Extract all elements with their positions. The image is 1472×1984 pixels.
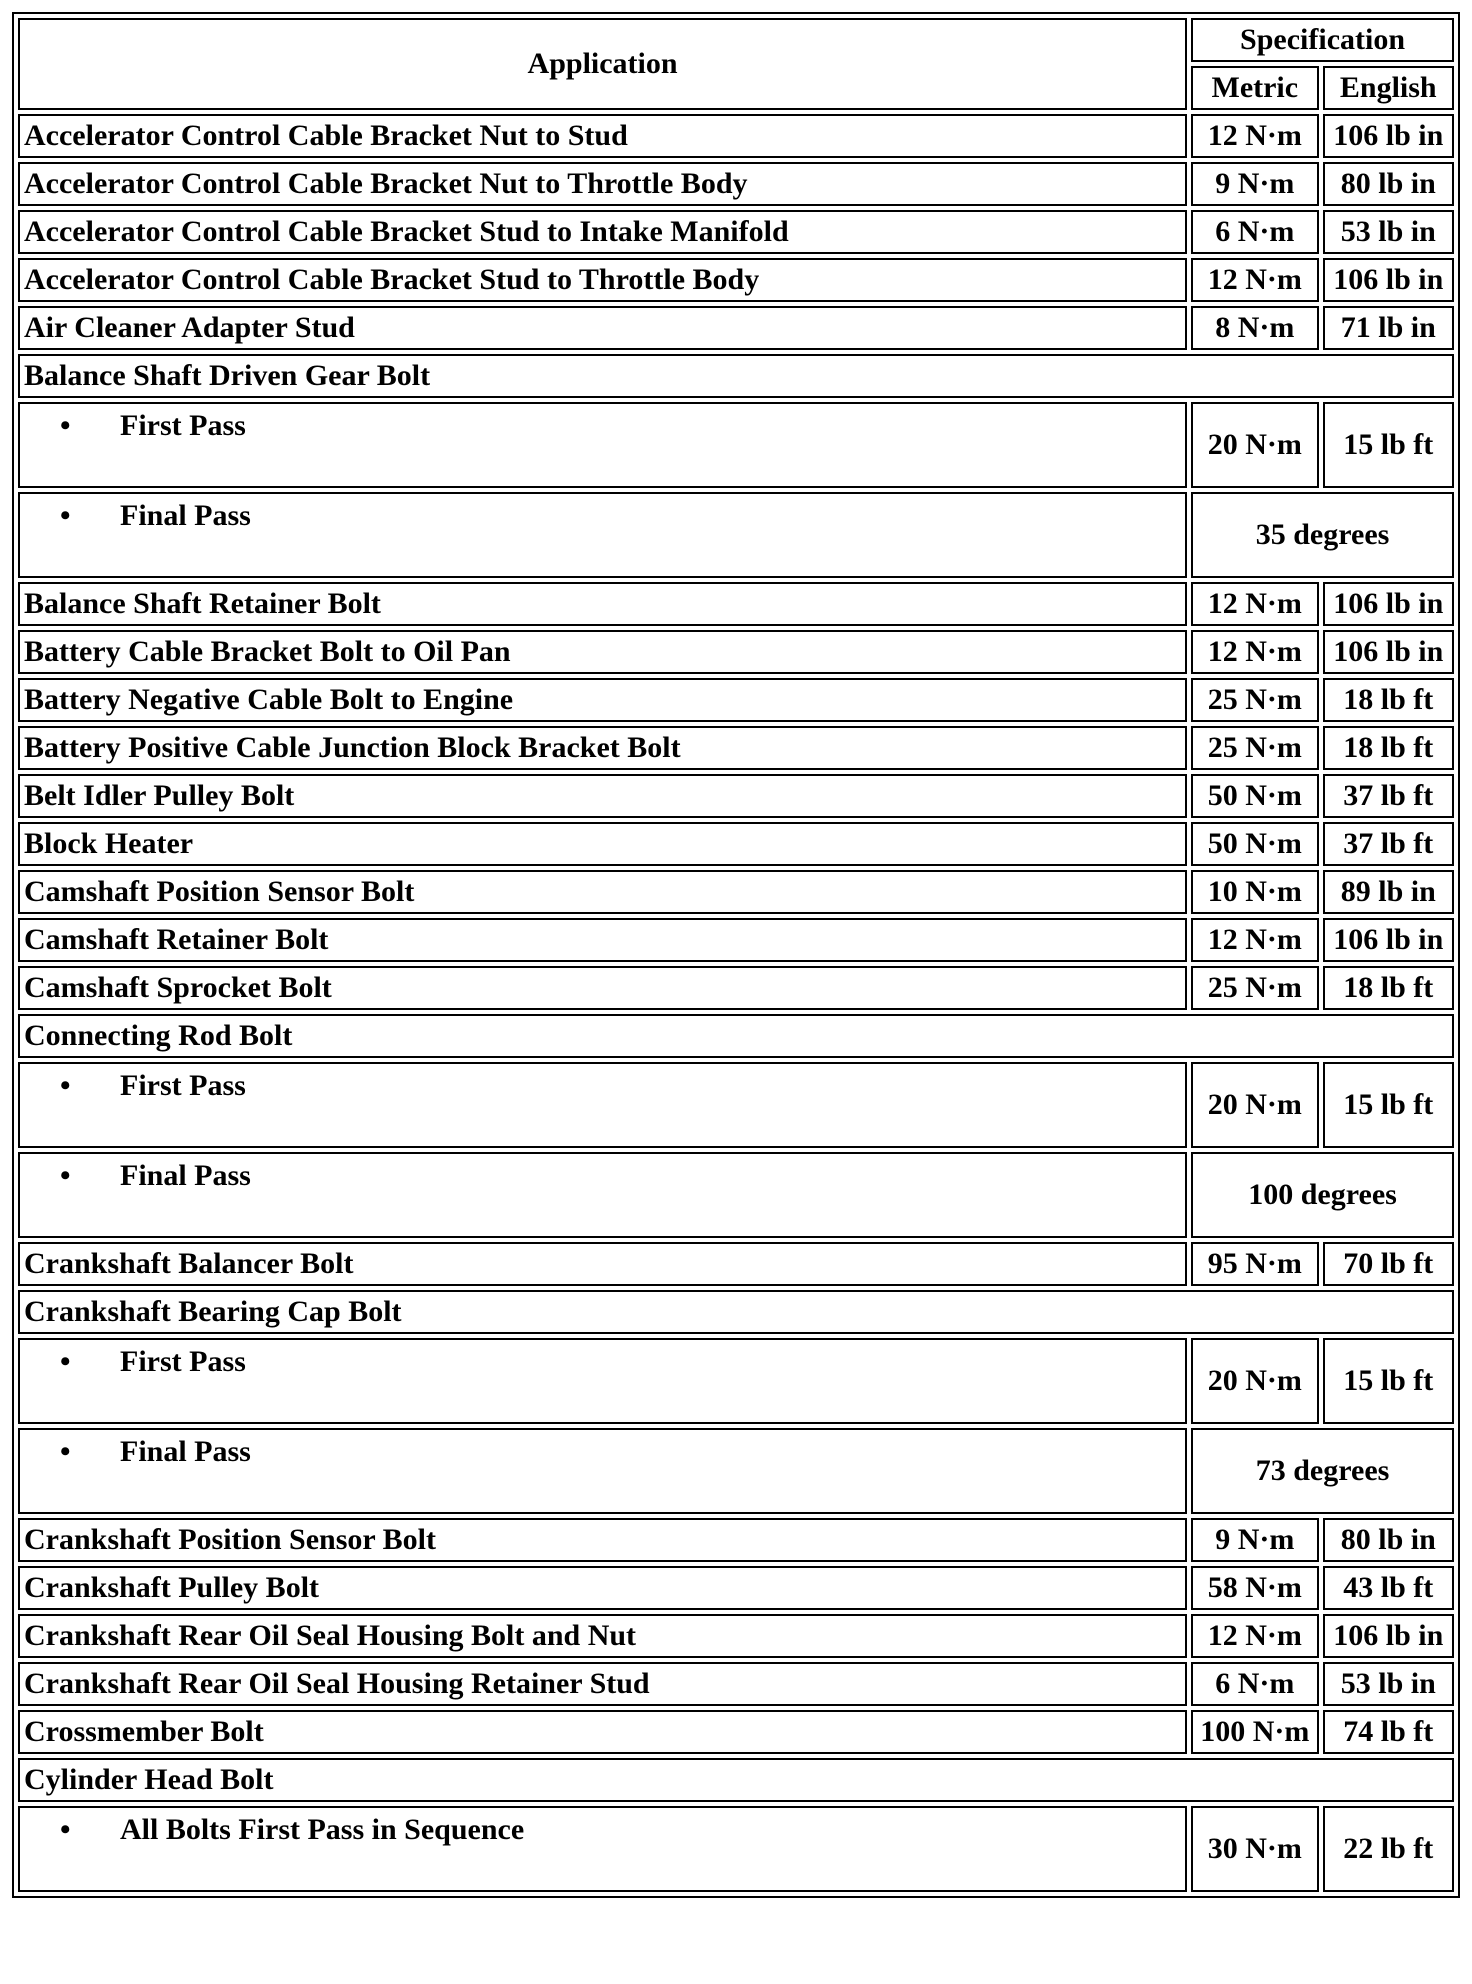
application-cell: Battery Cable Bracket Bolt to Oil Pan [18, 630, 1187, 674]
table-row [18, 822, 1454, 866]
sub-step-row [18, 1062, 1454, 1148]
bullet-icon: • [60, 1069, 71, 1102]
application-cell: Crankshaft Pulley Bolt [18, 1566, 1187, 1610]
english-cell: 106 lb in [1323, 918, 1454, 962]
english-cell: 71 lb in [1323, 306, 1454, 350]
application-cell: Camshaft Retainer Bolt [18, 918, 1187, 962]
application-cell: Crossmember Bolt [18, 1710, 1187, 1754]
application-cell: Accelerator Control Cable Bracket Stud to Throttle Body [18, 258, 1187, 302]
group-heading-cell: Cylinder Head Bolt [18, 1758, 1454, 1802]
english-cell: 106 lb in [1323, 114, 1454, 158]
table-row [18, 1614, 1454, 1658]
application-cell: Crankshaft Position Sensor Bolt [18, 1518, 1187, 1562]
group-heading-cell: Balance Shaft Driven Gear Bolt [18, 354, 1454, 398]
application-cell: Accelerator Control Cable Bracket Nut to Throttle Body [18, 162, 1187, 206]
sub-step-application-cell [18, 1062, 1187, 1148]
metric-cell: 9 N·m [1191, 1518, 1318, 1562]
english-cell: 15 lb ft [1323, 402, 1454, 488]
metric-cell: 8 N·m [1191, 306, 1318, 350]
group-row [18, 1758, 1454, 1802]
english-cell: 18 lb ft [1323, 726, 1454, 770]
metric-cell: 20 N·m [1191, 1062, 1318, 1148]
application-cell: Camshaft Position Sensor Bolt [18, 870, 1187, 914]
group-row [18, 354, 1454, 398]
table-row [18, 678, 1454, 722]
application-cell: Battery Positive Cable Junction Block Bracket Bolt [18, 726, 1187, 770]
sub-step-row [18, 1152, 1454, 1238]
table-row [18, 582, 1454, 626]
english-cell: 18 lb ft [1323, 678, 1454, 722]
english-cell: 89 lb in [1323, 870, 1454, 914]
sub-step-application-cell [18, 1806, 1187, 1892]
table-row [18, 114, 1454, 158]
header-english: English [1323, 66, 1454, 110]
application-cell: Battery Negative Cable Bolt to Engine [18, 678, 1187, 722]
english-cell: 22 lb ft [1323, 1806, 1454, 1892]
english-cell: 106 lb in [1323, 630, 1454, 674]
metric-cell: 100 N·m [1191, 1710, 1318, 1754]
application-cell: Accelerator Control Cable Bracket Nut to Stud [18, 114, 1187, 158]
metric-cell: 58 N·m [1191, 1566, 1318, 1610]
table-row [18, 630, 1454, 674]
english-cell: 106 lb in [1323, 582, 1454, 626]
english-cell: 80 lb in [1323, 162, 1454, 206]
table-row [18, 1710, 1454, 1754]
sub-step-row [18, 402, 1454, 488]
metric-cell: 95 N·m [1191, 1242, 1318, 1286]
angle-spec-cell: 35 degrees [1191, 492, 1454, 578]
table-row [18, 726, 1454, 770]
header-specification: Specification [1191, 18, 1454, 62]
sub-step-application-cell [18, 1152, 1187, 1238]
metric-cell: 20 N·m [1191, 402, 1318, 488]
table-row [18, 210, 1454, 254]
english-cell: 43 lb ft [1323, 1566, 1454, 1610]
sub-step-application-cell [18, 1338, 1187, 1424]
metric-cell: 12 N·m [1191, 258, 1318, 302]
metric-cell: 25 N·m [1191, 678, 1318, 722]
sub-step-label: All Bolts First Pass in Sequence [120, 1813, 525, 1846]
metric-cell: 9 N·m [1191, 162, 1318, 206]
table-row [18, 258, 1454, 302]
english-cell: 74 lb ft [1323, 1710, 1454, 1754]
sub-step-application-cell [18, 492, 1187, 578]
application-cell: Accelerator Control Cable Bracket Stud to Intake Manifold [18, 210, 1187, 254]
table-row [18, 1662, 1454, 1706]
english-cell: 18 lb ft [1323, 966, 1454, 1010]
metric-cell: 12 N·m [1191, 630, 1318, 674]
english-cell: 37 lb ft [1323, 774, 1454, 818]
sub-step-row [18, 1338, 1454, 1424]
metric-cell: 6 N·m [1191, 210, 1318, 254]
sub-step-label: First Pass [120, 1345, 246, 1378]
metric-cell: 50 N·m [1191, 822, 1318, 866]
table-row [18, 306, 1454, 350]
bullet-icon: • [60, 1813, 71, 1846]
english-cell: 106 lb in [1323, 258, 1454, 302]
sub-step-row [18, 1806, 1454, 1892]
application-cell: Crankshaft Balancer Bolt [18, 1242, 1187, 1286]
header-metric: Metric [1191, 66, 1318, 110]
sub-step-row [18, 492, 1454, 578]
metric-cell: 12 N·m [1191, 582, 1318, 626]
application-cell: Belt Idler Pulley Bolt [18, 774, 1187, 818]
english-cell: 53 lb in [1323, 210, 1454, 254]
sub-step-row [18, 1428, 1454, 1514]
bullet-icon: • [60, 1435, 71, 1468]
metric-cell: 12 N·m [1191, 918, 1318, 962]
table-row [18, 1566, 1454, 1610]
english-cell: 70 lb ft [1323, 1242, 1454, 1286]
application-cell: Balance Shaft Retainer Bolt [18, 582, 1187, 626]
table-row [18, 918, 1454, 962]
english-cell: 80 lb in [1323, 1518, 1454, 1562]
angle-spec-cell: 100 degrees [1191, 1152, 1454, 1238]
sub-step-application-cell [18, 1428, 1187, 1514]
table-row [18, 1242, 1454, 1286]
metric-cell: 12 N·m [1191, 1614, 1318, 1658]
metric-cell: 6 N·m [1191, 1662, 1318, 1706]
english-cell: 15 lb ft [1323, 1338, 1454, 1424]
metric-cell: 25 N·m [1191, 726, 1318, 770]
torque-spec-table [12, 12, 1460, 1898]
metric-cell: 30 N·m [1191, 1806, 1318, 1892]
metric-cell: 25 N·m [1191, 966, 1318, 1010]
application-cell: Camshaft Sprocket Bolt [18, 966, 1187, 1010]
bullet-icon: • [60, 499, 71, 532]
table-row [18, 966, 1454, 1010]
english-cell: 53 lb in [1323, 1662, 1454, 1706]
metric-cell: 50 N·m [1191, 774, 1318, 818]
sub-step-label: Final Pass [120, 1435, 251, 1468]
application-cell: Air Cleaner Adapter Stud [18, 306, 1187, 350]
sub-step-label: First Pass [120, 1069, 246, 1102]
group-row [18, 1290, 1454, 1334]
sub-step-application-cell [18, 402, 1187, 488]
sub-step-label: First Pass [120, 409, 246, 442]
bullet-icon: • [60, 409, 71, 442]
english-cell: 15 lb ft [1323, 1062, 1454, 1148]
group-row [18, 1014, 1454, 1058]
table-body [18, 114, 1454, 1892]
application-cell: Crankshaft Rear Oil Seal Housing Retainer Stud [18, 1662, 1187, 1706]
application-cell: Block Heater [18, 822, 1187, 866]
table-row [18, 774, 1454, 818]
bullet-icon: • [60, 1345, 71, 1378]
sub-step-label: Final Pass [120, 1159, 251, 1192]
header-row-top [18, 18, 1454, 62]
metric-cell: 20 N·m [1191, 1338, 1318, 1424]
angle-spec-cell: 73 degrees [1191, 1428, 1454, 1514]
table-row [18, 870, 1454, 914]
sub-step-label: Final Pass [120, 499, 251, 532]
table-row [18, 162, 1454, 206]
english-cell: 106 lb in [1323, 1614, 1454, 1658]
table-row [18, 1518, 1454, 1562]
english-cell: 37 lb ft [1323, 822, 1454, 866]
application-cell: Crankshaft Rear Oil Seal Housing Bolt and Nut [18, 1614, 1187, 1658]
metric-cell: 12 N·m [1191, 114, 1318, 158]
header-application: Application [18, 18, 1187, 110]
metric-cell: 10 N·m [1191, 870, 1318, 914]
group-heading-cell: Crankshaft Bearing Cap Bolt [18, 1290, 1454, 1334]
bullet-icon: • [60, 1159, 71, 1192]
group-heading-cell: Connecting Rod Bolt [18, 1014, 1454, 1058]
